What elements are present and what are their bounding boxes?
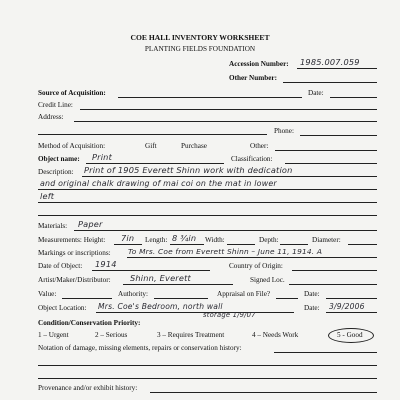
notation-line-3[interactable] bbox=[38, 378, 377, 379]
value-label: Value: bbox=[38, 290, 57, 298]
signed-label: Signed Loc. bbox=[250, 276, 285, 284]
phone-label: Phone: bbox=[274, 127, 294, 135]
source-date-line[interactable] bbox=[330, 97, 377, 98]
address-line-2[interactable] bbox=[38, 134, 267, 135]
date-of-object-label: Date of Object: bbox=[38, 262, 83, 270]
provenance-label: Provenance and/or exhibit history: bbox=[38, 384, 138, 392]
depth-label: Depth: bbox=[259, 236, 279, 244]
source-date-label: Date: bbox=[308, 89, 324, 97]
foundation-name: PLANTING FIELDS FOUNDATION bbox=[144, 45, 256, 53]
method-gift[interactable]: Gift bbox=[145, 142, 157, 150]
object-name-line bbox=[86, 163, 224, 164]
object-name-value[interactable]: Print bbox=[92, 152, 112, 162]
measurements-label: Measurements: Height: bbox=[38, 236, 106, 244]
location-date-label: Date: bbox=[304, 304, 320, 312]
diameter-line[interactable] bbox=[348, 244, 377, 245]
markings-line bbox=[127, 257, 377, 258]
classification-line[interactable] bbox=[285, 163, 377, 164]
condition-title: Condition/Conservation Priority: bbox=[38, 319, 141, 327]
object-name-label: Object name: bbox=[38, 155, 80, 163]
materials-label: Materials: bbox=[38, 222, 68, 230]
authority-label: Authority: bbox=[118, 290, 148, 298]
authority-line[interactable] bbox=[154, 298, 208, 299]
location-date-line bbox=[326, 312, 377, 313]
signed-line[interactable] bbox=[289, 284, 377, 285]
classification-label: Classification: bbox=[231, 155, 273, 163]
country-label: Country of Origin: bbox=[229, 262, 283, 270]
height-value[interactable]: 7in bbox=[121, 233, 135, 243]
description-line-2 bbox=[38, 189, 377, 190]
notation-line-2[interactable] bbox=[38, 365, 377, 366]
condition-serious[interactable]: 2 – Serious bbox=[95, 331, 128, 339]
provenance-line[interactable] bbox=[150, 392, 377, 393]
selected-condition-circle bbox=[328, 328, 374, 343]
method-purchase[interactable]: Purchase bbox=[181, 142, 207, 150]
source-line[interactable] bbox=[118, 97, 302, 98]
description-line-4[interactable] bbox=[38, 215, 377, 216]
depth-line[interactable] bbox=[280, 244, 308, 245]
width-label: Width: bbox=[205, 236, 225, 244]
credit-line[interactable] bbox=[80, 109, 377, 110]
description-label: Description: bbox=[38, 168, 74, 176]
location-line bbox=[96, 312, 294, 313]
location-value[interactable]: Mrs. Coe's Bedroom, north wall bbox=[98, 302, 223, 311]
condition-requires-treatment[interactable]: 3 – Requires Treatment bbox=[157, 331, 225, 339]
artist-line bbox=[123, 284, 233, 285]
artist-label: Artist/Maker/Distributor: bbox=[38, 276, 111, 284]
appraisal-line[interactable] bbox=[276, 298, 298, 299]
description-line-3 bbox=[38, 202, 377, 203]
markings-value[interactable]: To Mrs. Coe from Everett Shinn – June 11, 1914. A bbox=[128, 247, 323, 256]
appraisal-label: Appraisal on File? bbox=[217, 290, 271, 298]
length-line bbox=[170, 244, 204, 245]
date-of-object-value[interactable]: 1914 bbox=[95, 259, 117, 269]
accession-value[interactable]: 1985.007.059 bbox=[300, 57, 360, 67]
other-number-line[interactable] bbox=[283, 82, 377, 83]
accession-label: Accession Number: bbox=[229, 60, 289, 68]
method-other[interactable]: Other: bbox=[250, 142, 269, 150]
address-line-1[interactable] bbox=[74, 121, 377, 122]
description-text-1[interactable]: Print of 1905 Everett Shinn work with dedication bbox=[84, 165, 293, 175]
location-storage-note[interactable]: storage 1/9/07 bbox=[203, 311, 256, 319]
description-text-3[interactable]: left bbox=[40, 191, 55, 201]
date-of-object-line bbox=[92, 270, 210, 271]
condition-good[interactable]: 5 - Good bbox=[337, 331, 363, 339]
width-line[interactable] bbox=[227, 244, 255, 245]
other-number-label: Other Number: bbox=[229, 74, 277, 82]
notation-label: Notation of damage, missing elements, repairs or conservation history: bbox=[38, 344, 242, 352]
accession-line bbox=[297, 68, 377, 69]
artist-value[interactable]: Shinn, Everett bbox=[130, 273, 191, 283]
length-label: Length: bbox=[145, 236, 168, 244]
location-label: Object Location: bbox=[38, 304, 87, 312]
country-line[interactable] bbox=[292, 270, 377, 271]
condition-urgent[interactable]: 1 – Urgent bbox=[38, 331, 69, 339]
value-line[interactable] bbox=[62, 298, 112, 299]
description-line-1 bbox=[82, 176, 377, 177]
credit-label: Credit Line: bbox=[38, 101, 73, 109]
source-label: Source of Acquisition: bbox=[38, 89, 106, 97]
worksheet-title: COE HALL INVENTORY WORKSHEET bbox=[130, 33, 270, 42]
description-text-2[interactable]: and original chalk drawing of mai coi on the mat in lower bbox=[40, 179, 277, 188]
method-other-line[interactable] bbox=[275, 150, 377, 151]
address-label: Address: bbox=[38, 113, 64, 121]
length-value[interactable]: 8 ¾in bbox=[172, 233, 197, 243]
condition-needs-work[interactable]: 4 – Needs Work bbox=[252, 331, 299, 339]
appraisal-date-line[interactable] bbox=[326, 298, 377, 299]
materials-value[interactable]: Paper bbox=[78, 219, 103, 229]
materials-line bbox=[74, 230, 377, 231]
diameter-label: Diameter: bbox=[312, 236, 341, 244]
location-date-value[interactable]: 3/9/2006 bbox=[329, 302, 365, 311]
method-label: Method of Acquisition: bbox=[38, 142, 106, 150]
appraisal-date-label: Date: bbox=[304, 290, 320, 298]
markings-label: Markings or inscriptions: bbox=[38, 249, 111, 257]
phone-line[interactable] bbox=[300, 135, 377, 136]
height-line bbox=[114, 244, 142, 245]
notation-line-1[interactable] bbox=[274, 352, 377, 353]
